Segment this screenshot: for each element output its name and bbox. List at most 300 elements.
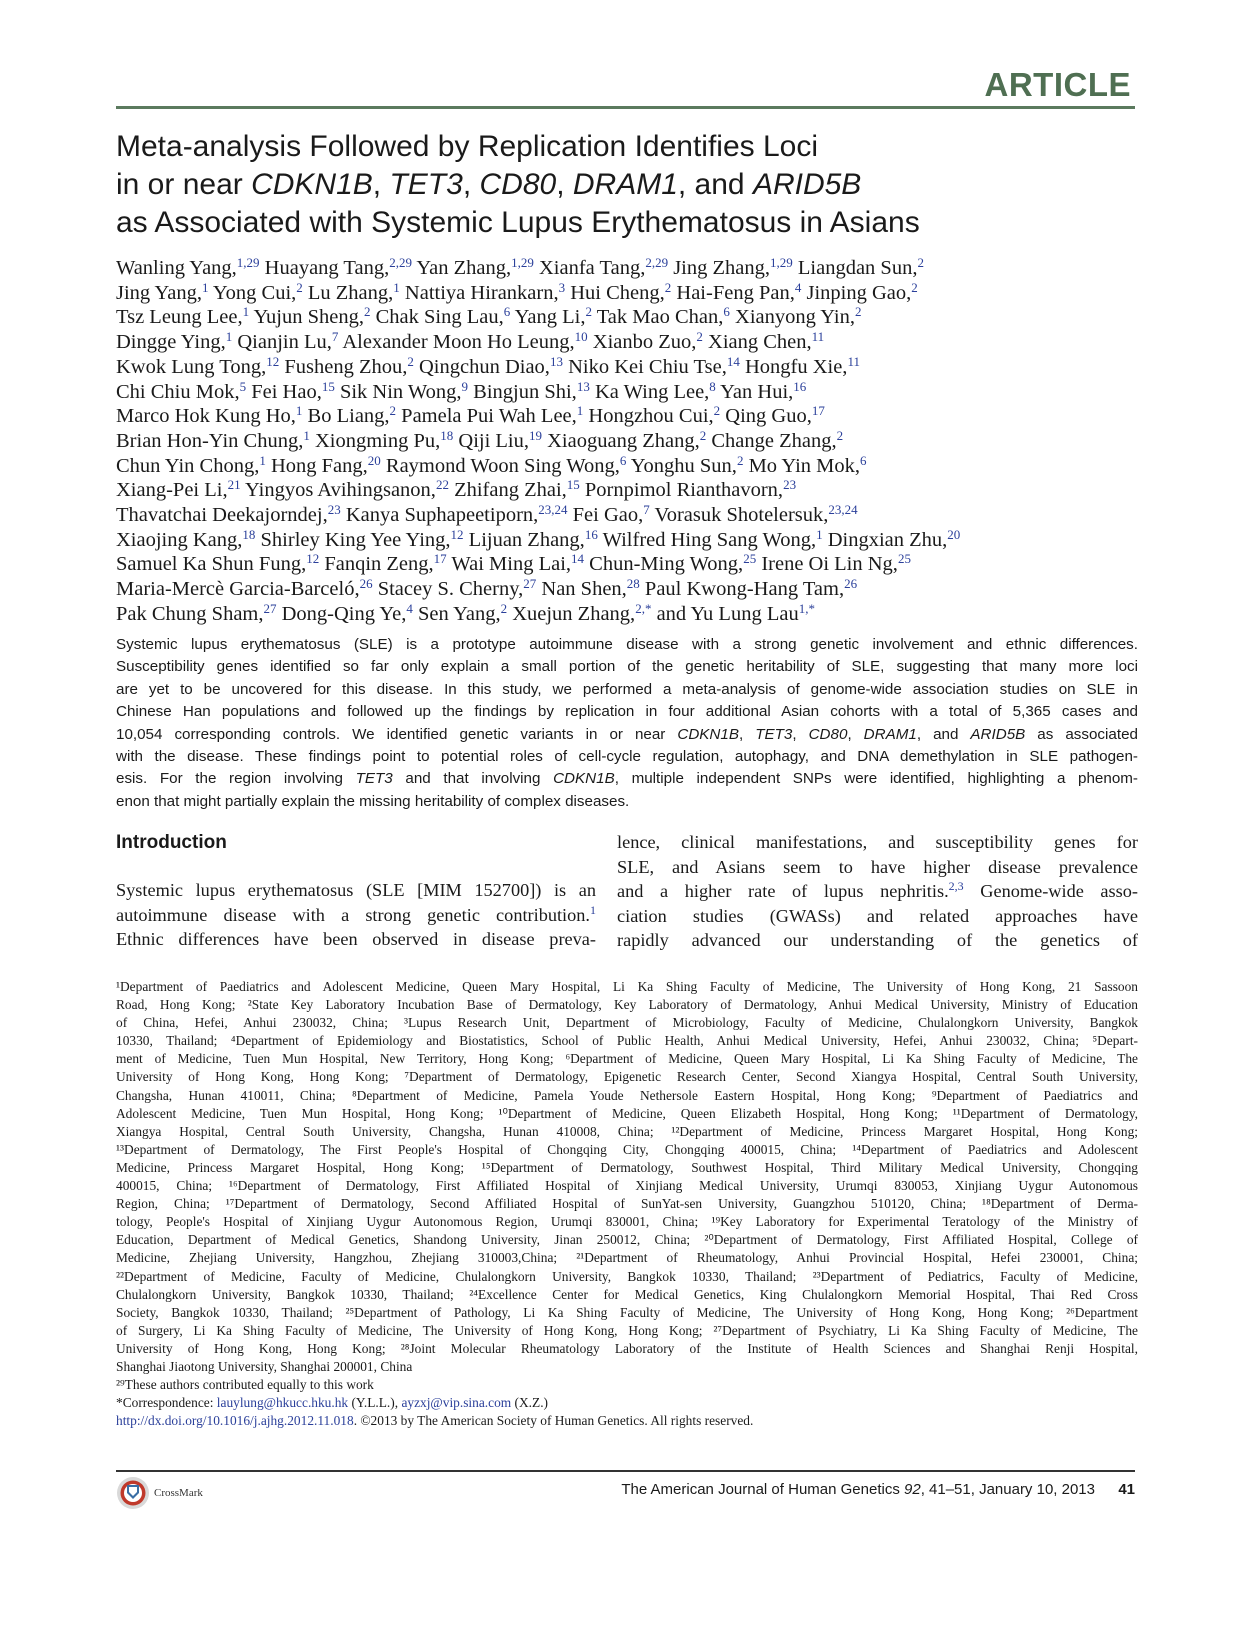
author-name: Hai-Feng Pan, bbox=[676, 281, 795, 304]
author-name: Fei Hao, bbox=[251, 380, 322, 403]
author-name: Ka Wing Lee, bbox=[594, 380, 710, 403]
affiliation-ref: 1 bbox=[225, 329, 233, 345]
author bbox=[116, 578, 373, 600]
author bbox=[673, 257, 793, 279]
abstract-line: enon that might partially explain the missing heritability of complex diseases. bbox=[116, 792, 630, 810]
author bbox=[417, 600, 508, 625]
abstract-line: Chinese Han populations and followed up the findings by replication in four additional Asian cohorts with a total of 5,365 cases and bbox=[116, 703, 1138, 721]
affiliation-ref: 4 bbox=[406, 600, 413, 616]
affiliation-ref: 18 bbox=[440, 427, 454, 443]
author-line bbox=[116, 552, 1146, 577]
affiliation-ref: 2,29 bbox=[389, 255, 412, 270]
affiliation-ref: 11 bbox=[811, 329, 825, 345]
affiliation-ref: 9 bbox=[461, 378, 469, 394]
affiliation-line: Xiangya Hospital, Central South University, Changsha, Hunan 410008, China; ¹²Department of Medicine, Princess Margaret Hospital, Hong Kong; bbox=[116, 1123, 1138, 1139]
affiliation-ref: 1,* bbox=[798, 600, 815, 616]
author bbox=[451, 553, 584, 575]
affiliation-line: Society, Bangkok 10330, Thailand; ²⁵Department of Pathology, Li Ka Shing Faculty of Medicine, The University of Hong Kong, Hong Kong; ²⁶Department bbox=[116, 1304, 1138, 1320]
author-name: Lijuan Zhang, bbox=[468, 528, 585, 551]
author-name: Xiaoguang Zhang, bbox=[547, 429, 700, 452]
author-line bbox=[116, 256, 1146, 281]
author-name: Nattiya Hirankarn, bbox=[404, 281, 559, 304]
author-name: Xiaojing Kang, bbox=[116, 528, 243, 551]
author-name: Brian Hon-Yin Chung, bbox=[116, 429, 304, 452]
author bbox=[260, 526, 464, 551]
gene-name: CDKN1B bbox=[677, 725, 739, 743]
author bbox=[339, 378, 469, 403]
equal-contribution-note: ²⁹These authors contributed equally to this work bbox=[116, 1377, 374, 1393]
author bbox=[116, 553, 319, 575]
author bbox=[798, 257, 924, 279]
author bbox=[473, 378, 590, 403]
affiliation-ref: 1 bbox=[259, 452, 266, 468]
author-line bbox=[116, 429, 1146, 454]
affiliations bbox=[116, 978, 1138, 1430]
affiliation-ref: 13 bbox=[576, 378, 590, 394]
affiliation-ref: 23,24 bbox=[828, 502, 858, 518]
author-line bbox=[116, 478, 1146, 503]
author-line bbox=[116, 355, 1146, 380]
affiliation-ref: 2 bbox=[836, 427, 844, 443]
author-line bbox=[116, 281, 1146, 306]
author bbox=[748, 452, 867, 477]
affiliation-ref: 16 bbox=[793, 378, 807, 394]
affiliation-ref: 2 bbox=[917, 255, 924, 270]
author-name: Change Zhang, bbox=[711, 429, 837, 452]
author bbox=[245, 479, 449, 501]
affiliation-ref: 23 bbox=[783, 477, 797, 493]
doi-link[interactable]: http://dx.doi.org/10.1016/j.ajhg.2012.11.018 bbox=[116, 1413, 354, 1429]
author-line bbox=[116, 528, 1146, 553]
affiliation-ref: 25 bbox=[897, 551, 911, 567]
author bbox=[585, 479, 796, 501]
affiliation-ref: 14 bbox=[571, 551, 585, 567]
author-name: Pornpimol Rianthavorn, bbox=[584, 479, 784, 502]
abstract bbox=[116, 634, 1138, 813]
author bbox=[827, 526, 961, 551]
author-name: Fusheng Zhou, bbox=[284, 355, 408, 378]
author-line bbox=[116, 330, 1146, 355]
affiliation-ref: 7 bbox=[643, 502, 650, 518]
author bbox=[254, 306, 371, 328]
affiliation-ref: 6 bbox=[860, 452, 867, 468]
author-line bbox=[116, 305, 1146, 330]
affiliation-ref: 15 bbox=[321, 378, 335, 394]
author-name: Jinping Gao, bbox=[806, 281, 912, 304]
author-name: Mo Yin Mok, bbox=[748, 454, 861, 477]
author-name: Xianfa Tang, bbox=[538, 257, 646, 279]
affiliation-ref: 3 bbox=[558, 279, 566, 295]
author-name: Thavatchai Deekajorndej, bbox=[116, 504, 328, 527]
affiliation-ref: 13 bbox=[549, 353, 563, 369]
affiliation-ref: 2 bbox=[696, 329, 703, 345]
author bbox=[676, 279, 802, 304]
author-name: Dingge Ying, bbox=[116, 331, 226, 354]
affiliation-ref: 8 bbox=[709, 378, 716, 394]
affiliation-line: University of Hong Kong, Hong Kong; ²⁸Joint Molecular Rheumatology Laboratory of the Institute of Health Sciences and Shanghai Renji Hospital, bbox=[116, 1340, 1138, 1356]
author-name: Pak Chung Sham, bbox=[116, 602, 264, 625]
author-name: Kanya Suphapeetiporn, bbox=[345, 504, 539, 527]
author-name: Qing Guo, bbox=[725, 405, 812, 428]
author bbox=[376, 306, 511, 328]
title-line-2: in or near CDKN1B, TET3, CD80, DRAM1, and ARID5B bbox=[116, 168, 862, 201]
author-name: Wilfred Hing Sang Wong, bbox=[602, 528, 817, 551]
author-name: and Yu Lung Lau bbox=[656, 602, 799, 625]
affiliation-ref: 25 bbox=[743, 551, 757, 567]
author-name: Hong Fang, bbox=[270, 454, 368, 477]
author bbox=[454, 479, 580, 501]
author bbox=[539, 257, 668, 279]
author-name: Chun-Ming Wong, bbox=[589, 553, 744, 576]
gene-name: CDKN1B bbox=[251, 168, 373, 201]
author bbox=[116, 405, 302, 427]
author bbox=[265, 257, 412, 279]
affiliation-line: Region, China; ¹⁷Department of Dermatology, Second Affiliated Hospital of SunYat-sen University, Guangzhou 510120, China; ¹⁸Department of Derma- bbox=[116, 1196, 1138, 1212]
affiliation-ref: 23,24 bbox=[538, 502, 568, 518]
affiliation-ref: 1 bbox=[303, 427, 310, 443]
affiliation-line: of China, Hefei, Anhui 230032, China; ³Lupus Research Unit, Department of Microbiology, Faculty of Medicine, Chulalongkorn University, Bangkok bbox=[116, 1015, 1138, 1031]
affiliation-ref: 18 bbox=[242, 526, 256, 542]
citation-ref: 1 bbox=[590, 902, 596, 917]
author-name: Nan Shen, bbox=[541, 578, 627, 601]
affiliation-ref: 28 bbox=[626, 576, 640, 592]
affiliation-line: Medicine, Zhejiang University, Hangzhou, Zhejiang 310003,China; ²¹Department of Rheumatology, Anhui Provincial Hospital, Hefei 230001, China; bbox=[116, 1250, 1138, 1266]
author-name: Yan Zhang, bbox=[416, 257, 512, 279]
gene-name: ARID5B bbox=[752, 168, 862, 201]
author bbox=[212, 279, 303, 304]
author bbox=[806, 279, 918, 304]
author-name: Chak Sing Lau, bbox=[375, 306, 504, 329]
author-name: Sen Yang, bbox=[417, 602, 501, 625]
author bbox=[416, 257, 533, 279]
author bbox=[645, 578, 857, 600]
gene-name: CD80 bbox=[808, 725, 848, 743]
author bbox=[251, 378, 335, 403]
affiliation-ref: 6 bbox=[723, 304, 730, 320]
gene-name: CD80 bbox=[479, 168, 557, 201]
author-name: Xuejun Zhang, bbox=[512, 602, 636, 625]
doi-line: http://dx.doi.org/10.1016/j.ajhg.2012.11.018. ©2013 by The American Society of Human Genetics. All rights reserved. bbox=[116, 1413, 754, 1429]
author bbox=[744, 353, 860, 378]
affiliation-ref: 2 bbox=[911, 279, 918, 295]
author bbox=[324, 553, 446, 575]
author-name: Xianyong Yin, bbox=[735, 306, 855, 329]
author bbox=[588, 405, 720, 427]
author-name: Qianjin Lu, bbox=[237, 331, 332, 354]
affiliation-ref: 12 bbox=[306, 551, 320, 567]
affiliation-ref: 1,29 bbox=[236, 255, 260, 270]
author-name: Qiji Liu, bbox=[458, 429, 529, 452]
affiliation-ref: 27 bbox=[523, 576, 537, 592]
body-text-line: autoimmune disease with a strong genetic contribution.$^1$ bbox=[116, 902, 596, 925]
author-name: Xiang-Pei Li, bbox=[116, 479, 228, 502]
abstract-line: Susceptibility genes identified so far only explain a small portion of the genetic heritability of SLE, suggesting that many more loci bbox=[116, 658, 1138, 676]
author-name: Yang Li, bbox=[514, 306, 586, 329]
affiliation-line: tology, People's Hospital of Xinjiang Uygur Autonomous Region, Urumqi 830001, China; ¹⁹Key Laboratory for Experimental Teratology of the Ministry of bbox=[116, 1214, 1138, 1230]
body-text-line: and a higher rate of lupus nephritis.$^{2,3}$ Genome-wide asso- bbox=[617, 879, 1138, 902]
affiliation-line: ²²Department of Medicine, Faculty of Medicine, Chulalongkorn University, Bangkok 10330, Thailand; ²³Department of Pediatrics, Faculty of Medicine, bbox=[116, 1268, 1138, 1284]
title-line-1: Meta-analysis Followed by Replication Identifies Loci bbox=[116, 130, 819, 163]
abstract-line: Systemic lupus erythematosus (SLE) is a prototype autoimmune disease with a strong genetic involvement and ethnic differences. bbox=[116, 636, 1138, 653]
author-name: Kwok Lung Tong, bbox=[116, 355, 267, 378]
author-name: Chi Chiu Mok, bbox=[116, 380, 240, 403]
affiliation-line: Changsha, Hunan 410011, China; ⁸Department of Medicine, Pamela Youde Nethersole Eastern Hospital, Hong Kong; ⁹Department of Paediatrics and bbox=[116, 1087, 1138, 1103]
author-name: Bingjun Shi, bbox=[473, 380, 577, 403]
author bbox=[346, 504, 568, 526]
author bbox=[385, 452, 627, 477]
author bbox=[512, 600, 652, 625]
author-name: Huayang Tang, bbox=[264, 257, 390, 279]
body-text-line: ciation studies (GWASs) and related approaches have bbox=[617, 905, 1138, 926]
author-name: Jing Zhang, bbox=[673, 257, 770, 279]
crossmark-label: CrossMark bbox=[154, 1487, 203, 1499]
author bbox=[116, 353, 280, 378]
affiliation-ref: 26 bbox=[359, 576, 373, 592]
author bbox=[270, 452, 381, 477]
author bbox=[116, 526, 256, 551]
author bbox=[116, 331, 232, 353]
author bbox=[116, 600, 277, 625]
affiliation-line: Shanghai Jiaotong University, Shanghai 200001, China bbox=[116, 1358, 413, 1374]
affiliation-ref: 1 bbox=[295, 403, 303, 419]
affiliation-ref: 2 bbox=[585, 304, 592, 320]
author bbox=[761, 553, 911, 575]
author-name: Xiang Chen, bbox=[708, 331, 812, 354]
author-name: Yujun Sheng, bbox=[253, 306, 364, 329]
author bbox=[116, 257, 260, 279]
author-name: Hui Cheng, bbox=[570, 281, 665, 304]
author-name: Raymond Woon Sing Wong, bbox=[385, 454, 620, 477]
author-name: Fanqin Zeng, bbox=[324, 553, 434, 576]
author bbox=[568, 353, 740, 378]
body-text-line: SLE, and Asians seem to have higher disease prevalence bbox=[617, 856, 1138, 877]
author bbox=[284, 353, 414, 378]
gene-name: TET3 bbox=[755, 725, 793, 743]
author bbox=[378, 578, 537, 600]
author bbox=[116, 479, 241, 501]
affiliation-ref: 2 bbox=[664, 279, 672, 295]
affiliation-line: ¹Department of Paediatrics and Adolescent Medicine, Queen Mary Hospital, Li Ka Shing Faculty of Medicine, The University of Hong Kong, 21 Sassoon bbox=[116, 979, 1138, 994]
author bbox=[541, 578, 639, 600]
author-line bbox=[116, 380, 1146, 405]
author-list bbox=[116, 256, 1146, 627]
affiliation-ref: 23 bbox=[327, 502, 341, 518]
affiliation-ref: 12 bbox=[450, 526, 464, 542]
affiliation-ref: 2 bbox=[389, 403, 397, 419]
article-title bbox=[116, 128, 1136, 242]
article-type-label: ARTICLE bbox=[984, 66, 1131, 103]
affiliation-ref: 22 bbox=[435, 477, 449, 493]
author-name: Yong Cui, bbox=[212, 281, 297, 304]
author-name: Fei Gao, bbox=[572, 504, 644, 527]
author-line bbox=[116, 503, 1146, 528]
author-name: Zhifang Zhai, bbox=[454, 479, 567, 502]
author bbox=[547, 427, 707, 452]
intro-column-left bbox=[116, 878, 596, 952]
author-name: Yingyos Avihingsanon, bbox=[244, 479, 436, 502]
affiliation-ref: 2 bbox=[364, 304, 371, 320]
affiliation-ref: 14 bbox=[726, 353, 740, 369]
author bbox=[515, 306, 592, 328]
abstract-line: are yet to be uncovered for this disease. In this study, we performed a meta-analysis of genome-wide association studies on SLE in bbox=[116, 680, 1138, 698]
author bbox=[401, 405, 583, 427]
affiliation-ref: 2 bbox=[296, 279, 303, 295]
author-name: Yan Hui, bbox=[720, 380, 794, 403]
author bbox=[308, 405, 397, 427]
journal-citation: The American Journal of Human Genetics 92, 41–51, January 10, 2013 bbox=[621, 1481, 1095, 1498]
author bbox=[468, 526, 598, 551]
author-name: Qingchun Diao, bbox=[418, 355, 550, 378]
affiliation-line: Chulalongkorn University, Bangkok 10330, Thailand; ²⁴Excellence Center for Medical Genetics, King Chulalongkorn Memorial Hospital, Thai Red Cross bbox=[116, 1286, 1138, 1302]
author bbox=[656, 600, 815, 625]
affiliation-line: Adolescent Medicine, Tuen Mun Hospital, Hong Kong; ¹⁰Department of Medicine, Queen Elizabeth Hospital, Hong Kong; ¹¹Department of Dermatology, bbox=[116, 1105, 1138, 1121]
author-name: Samuel Ka Shun Fung, bbox=[116, 553, 307, 576]
gene-name: DRAM1 bbox=[572, 168, 678, 201]
affiliation-ref: 2 bbox=[699, 427, 707, 443]
affiliation-ref: 1 bbox=[242, 304, 250, 320]
affiliation-ref: 11 bbox=[847, 353, 860, 369]
author-name: Xianbo Zuo, bbox=[592, 331, 697, 354]
author-name: Pamela Pui Wah Lee, bbox=[401, 405, 577, 428]
crossmark-badge[interactable] bbox=[116, 1476, 203, 1510]
affiliation-ref: 2 bbox=[407, 353, 414, 369]
author bbox=[711, 427, 844, 452]
body-text-line: Systemic lupus erythematosus (SLE [MIM 152700]) is an bbox=[116, 880, 596, 900]
body-text-line: Ethnic differences have been observed in disease preva- bbox=[116, 929, 596, 950]
author-name: Alexander Moon Ho Leung, bbox=[342, 331, 575, 354]
author bbox=[404, 279, 566, 304]
affiliation-ref: 1 bbox=[816, 526, 823, 542]
header-rule bbox=[116, 106, 1135, 109]
author-name: Xiongming Pu, bbox=[314, 429, 441, 452]
affiliation-line: ¹³Department of Dermatology, The First People's Hospital of Chongqing City, Chongqing 400015, China; ¹⁴Department of Paediatrics and Adolescent bbox=[116, 1141, 1138, 1157]
gene-name: TET3 bbox=[355, 770, 393, 788]
affiliation-line: Medicine, Princess Margaret Hospital, Hong Kong; ¹⁵Department of Dermatology, Southwest Hospital, Third Military Medical University, Chongqing bbox=[116, 1159, 1138, 1175]
author-line bbox=[116, 602, 1146, 627]
affiliation-ref: 4 bbox=[794, 279, 802, 295]
affiliation-ref: 1 bbox=[576, 403, 584, 419]
author bbox=[597, 306, 730, 328]
gene-name: TET3 bbox=[389, 168, 463, 201]
author-name: Dingxian Zhu, bbox=[827, 528, 948, 551]
author bbox=[418, 353, 563, 378]
author bbox=[573, 504, 650, 526]
author bbox=[314, 427, 454, 452]
citation-ref: 2,3 bbox=[948, 879, 964, 894]
abstract-line: esis. For the region involving TET3 and that involving CDKN1B, multiple independent SNPs were identified, highlighting a phenom- bbox=[116, 770, 1138, 788]
affiliation-ref: 20 bbox=[367, 452, 381, 468]
author-name: Maria-Mercè Garcia-Barceló, bbox=[116, 578, 360, 601]
author bbox=[116, 378, 247, 403]
author-name: Tak Mao Chan, bbox=[596, 306, 724, 329]
author-name: Hongfu Xie, bbox=[744, 355, 848, 378]
affiliation-ref: 2 bbox=[713, 403, 721, 419]
author-name: Stacey S. Cherny, bbox=[377, 578, 524, 601]
affiliation-ref: 2 bbox=[736, 452, 744, 468]
author-name: Sik Nin Wong, bbox=[339, 380, 462, 403]
author bbox=[458, 427, 542, 452]
author-name: Liangdan Sun, bbox=[797, 257, 918, 279]
affiliation-ref: 10 bbox=[574, 329, 588, 345]
author-name: Yonghu Sun, bbox=[630, 454, 737, 477]
affiliation-line: ment of Medicine, Tuen Mun Hospital, New Territory, Hong Kong; ⁶Department of Medicine, Queen Mary Hospital, Li Ka Shing Faculty of Medicine, The bbox=[116, 1051, 1138, 1067]
affiliation-ref: 6 bbox=[619, 452, 627, 468]
affiliation-ref: 21 bbox=[227, 477, 241, 493]
affiliation-ref: 1,29 bbox=[770, 255, 793, 270]
crossmark-icon bbox=[116, 1476, 150, 1510]
section-heading-introduction: Introduction bbox=[116, 832, 227, 853]
author bbox=[725, 405, 825, 427]
author bbox=[116, 452, 266, 477]
affiliation-line: Education, Department of Medical Genetics, Shandong University, Jinan 250012, China; ²⁰Department of Dermatology, First Affiliated Hospital, College of bbox=[116, 1232, 1138, 1248]
affiliation-ref: 5 bbox=[239, 378, 247, 394]
email-link[interactable]: lauylung@hkucc.hku.hk bbox=[216, 1395, 349, 1411]
affiliation-ref: 15 bbox=[566, 477, 580, 493]
title-line-3: as Associated with Systemic Lupus Erythematosus in Asians bbox=[116, 206, 920, 239]
author-name: Marco Hok Kung Ho, bbox=[116, 405, 296, 428]
author bbox=[116, 306, 249, 328]
author-line bbox=[116, 404, 1146, 429]
author bbox=[116, 504, 341, 526]
author bbox=[116, 427, 310, 452]
affiliation-ref: 1,29 bbox=[511, 255, 534, 270]
author-name: Dong-Qing Ye, bbox=[281, 602, 407, 625]
body-text-line: lence, clinical manifestations, and susceptibility genes for bbox=[617, 832, 1138, 852]
abstract-line: with the disease. These findings point to potential roles of cell-cycle regulation, autophagy, and DNA demethylation in SLE pathogen- bbox=[116, 748, 1138, 766]
footer-rule bbox=[116, 1470, 1135, 1472]
affiliation-ref: 2,29 bbox=[645, 255, 669, 270]
author-name: Shirley King Yee Ying, bbox=[260, 528, 451, 551]
author bbox=[589, 553, 756, 575]
author-name: Jing Yang, bbox=[116, 281, 203, 304]
gene-name: DRAM1 bbox=[863, 725, 917, 743]
author bbox=[307, 279, 400, 304]
author-name: Irene Oi Lin Ng, bbox=[761, 553, 898, 576]
author-name: Vorasuk Shotelersuk, bbox=[654, 504, 829, 527]
author bbox=[281, 600, 413, 625]
affiliation-ref: 6 bbox=[503, 304, 511, 320]
affiliation-ref: 2 bbox=[854, 304, 862, 320]
email-link[interactable]: ayzxj@vip.sina.com bbox=[401, 1395, 512, 1411]
affiliation-ref: 27 bbox=[263, 600, 277, 616]
gene-name: CDKN1B bbox=[553, 770, 615, 788]
affiliation-ref: 12 bbox=[266, 353, 280, 369]
author-name: Wai Ming Lai, bbox=[451, 553, 572, 576]
affiliation-ref: 26 bbox=[844, 576, 858, 592]
page-number: 41 bbox=[1118, 1481, 1135, 1498]
correspondence: *Correspondence: lauylung@hkucc.hku.hk (Y.L.L.), ayzxj@vip.sina.com (X.Z.) bbox=[116, 1395, 549, 1411]
author bbox=[342, 331, 587, 353]
affiliation-line: of Surgery, Li Ka Shing Faculty of Medicine, The University of Hong Kong, Hong Kong; ²⁷Department of Psychiatry, Li Ka Shing Faculty of Medicine, The bbox=[116, 1322, 1138, 1338]
author-name: Hongzhou Cui, bbox=[588, 405, 714, 428]
author bbox=[570, 279, 672, 304]
author bbox=[735, 306, 861, 328]
body-text-line: rapidly advanced our understanding of the genetics of bbox=[617, 930, 1138, 951]
affiliation-ref: 16 bbox=[584, 526, 598, 542]
author-line bbox=[116, 454, 1146, 479]
author-name: Tsz Leung Lee, bbox=[116, 306, 243, 329]
author bbox=[237, 331, 338, 353]
affiliation-ref: 1 bbox=[393, 279, 400, 295]
affiliation-ref: 17 bbox=[811, 403, 825, 419]
author-name: Paul Kwong-Hang Tam, bbox=[644, 578, 845, 601]
affiliation-ref: 20 bbox=[947, 526, 961, 542]
abstract-line: 10,054 corresponding controls. We identified genetic variants in or near CDKN1B, TET3, CD80, DRAM1, and ARID5B as associated bbox=[116, 725, 1138, 743]
author bbox=[602, 526, 823, 551]
author bbox=[708, 331, 824, 353]
affiliation-line: 10330, Thailand; ⁴Department of Epidemiology and Biostatistics, School of Public Health, Anhui Medical University, Hefei, Anhui 230032, China; ⁵Depart- bbox=[116, 1033, 1138, 1049]
author bbox=[630, 452, 744, 477]
